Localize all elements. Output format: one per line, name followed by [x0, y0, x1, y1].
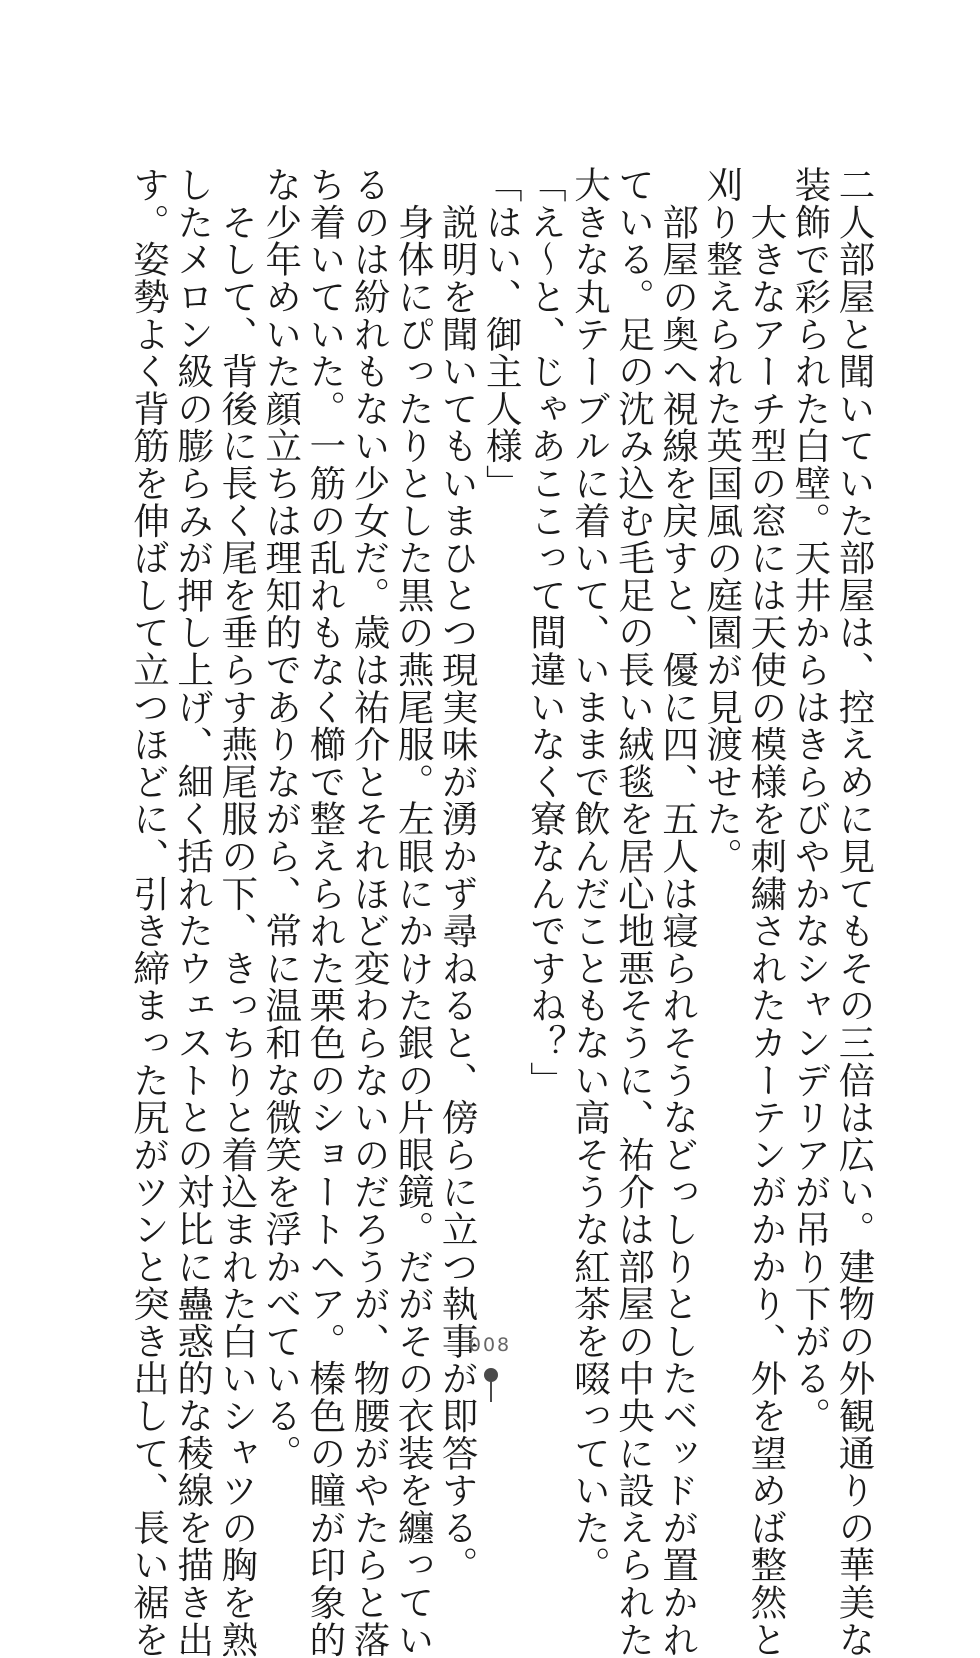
text-column-13: ち着いていた。一筋の乱れもなく櫛で整えられた栗色のショートヘア。榛色の瞳が印象的 [303, 166, 347, 1658]
text-column-3: 大きなアーチ型の窓には天使の模様を刺繍されたカーテンがかかり、外を望めば整然と [744, 166, 788, 1658]
text-column-17: す。姿勢よく背筋を伸ばして立つほどに、引き締まった尻がツンと突き出して、長い裾を [127, 166, 171, 1658]
text-column-14: な少年めいた顔立ちは理知的でありながら、常に温和な微笑を浮かべている。 [259, 166, 303, 1472]
page-number: 008 [468, 1334, 512, 1356]
text-column-1: 二人部屋と聞いていた部屋は、控えめに見てもその三倍は広い。建物の外観通りの華美な [833, 166, 876, 1658]
text-column-11: 身体にぴったりとした黒の燕尾服。左眼にかけた銀の片眼鏡。だがその衣装を纏ってい [392, 166, 436, 1658]
text-column-9: 「はい、御主人様」 [480, 166, 524, 502]
text-column-12: るのは紛れもない少女だ。歳は祐介とそれほど変わらないのだろうが、物腰がやたらと落 [347, 166, 391, 1658]
text-column-5: 部屋の奥へ視線を戻すと、優に四、五人は寝られそうなどっしりとしたベッドが置かれ [656, 166, 700, 1658]
text-column-2: 装飾で彩られた白壁。天井からはきらびやかなシャンデリアが吊り下がる。 [788, 166, 832, 1435]
text-column-7: 大きな丸テーブルに着いて、いままで飲んだこともない高そうな紅茶を啜っていた。 [568, 166, 612, 1584]
text-column-16: したメロン級の膨らみが押し上げ、細く括れたウェストとの対比に蠱惑的な稜線を描き出 [171, 166, 215, 1658]
text-column-6: ている。足の沈み込む毛足の長い絨毯を居心地悪そうに、祐介は部屋の中央に設えられた [612, 166, 656, 1658]
text-column-4: 刈り整えられた英国風の庭園が見渡せた。 [700, 166, 744, 875]
text-column-8: 「え～と、じゃあここって間違いなく寮なんですね？」 [524, 166, 568, 1099]
text-column-15: そして、背後に長く尾を垂らす燕尾服の下、きっちりと着込まれた白いシャツの胸を熟 [215, 166, 259, 1658]
text-column-10: 説明を聞いてもいまひとつ現実味が湧かず尋ねると、傍らに立つ執事が即答する。 [436, 166, 480, 1584]
